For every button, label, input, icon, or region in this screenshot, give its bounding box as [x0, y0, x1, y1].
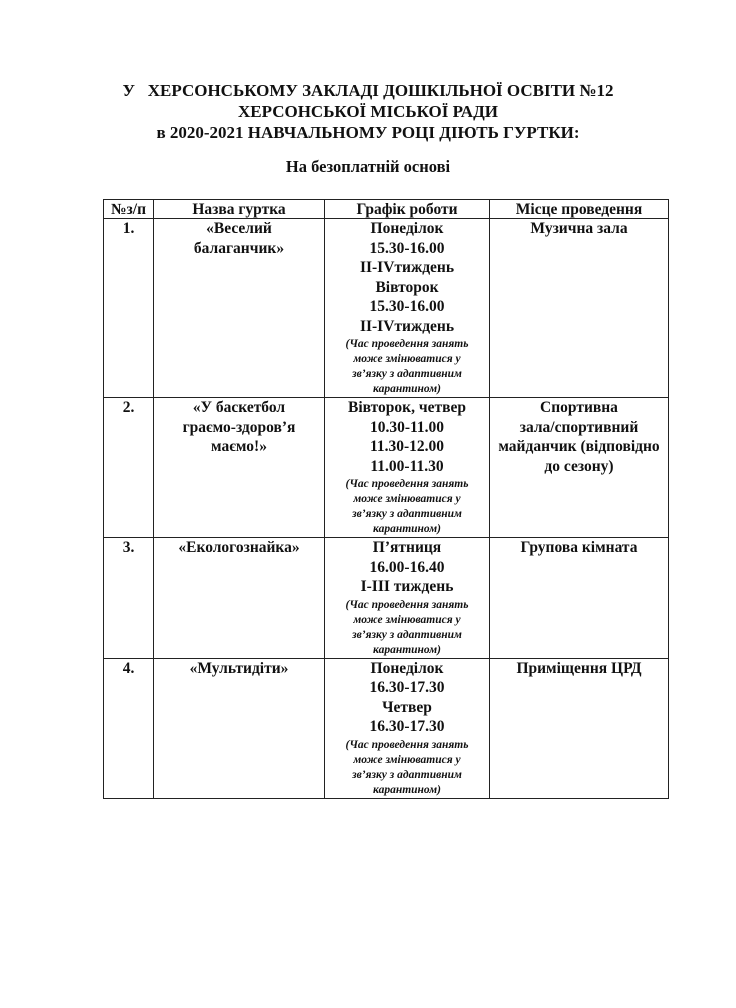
schedule-note: [328, 337, 486, 397]
club-name-line: «Екологознайка»: [178, 539, 300, 556]
column-header-schedule: Графік роботи: [325, 200, 490, 219]
table-row: [104, 219, 669, 398]
schedule-note: [328, 598, 486, 658]
note-line: (Час проведення занять: [345, 598, 469, 611]
schedule-line: Вівторок: [375, 278, 439, 296]
note-line: (Час проведення занять: [345, 338, 469, 350]
schedule-line: Четвер: [382, 698, 432, 716]
club-name: [154, 538, 325, 659]
schedule-line: 16.30-17.30: [369, 679, 445, 696]
place-line: зала/спортивний: [519, 418, 639, 436]
clubs-schedule-table: [103, 199, 669, 799]
note-line: карантином): [373, 523, 441, 535]
column-header-place: Місце проведення: [490, 200, 669, 219]
club-name-line: «У баскетбол: [192, 399, 286, 416]
column-header-name: Назва гуртка: [154, 200, 325, 219]
schedule-line: 16.30-17.30: [369, 718, 445, 735]
heading-line-1: У ХЕРСОНСЬКОМУ ЗАКЛАДІ ДОШКІЛЬНОЇ ОСВІТИ №12: [122, 81, 614, 100]
place-line: до сезону): [544, 457, 614, 475]
schedule-line: Понеділок: [370, 659, 444, 677]
schedule-line: 10.30-11.00: [369, 418, 445, 436]
club-schedule: [325, 219, 490, 398]
note-line: (Час проведення занять: [345, 478, 469, 490]
table-header-row: [104, 200, 669, 219]
schedule-line: І-ІІІ тиждень: [360, 578, 454, 595]
place-line: майданчик (відповідно: [498, 438, 660, 455]
schedule-line: 11.00-11.30: [370, 457, 444, 475]
schedule-line: 16.00-16.40: [369, 558, 445, 576]
note-line: може змінюватися у: [353, 753, 461, 766]
column-header-number: №з/п: [104, 200, 154, 219]
place-line: Групова кімната: [520, 539, 638, 556]
row-number: 2.: [104, 398, 154, 538]
note-line: карантином): [373, 783, 441, 796]
schedule-line: ІІ-ІVтиждень: [359, 259, 455, 276]
note-line: може змінюватися у: [353, 613, 461, 626]
schedule-line: П’ятниця: [372, 539, 442, 556]
club-name-line: граємо-здоров’я: [182, 418, 296, 436]
club-place: [490, 219, 669, 398]
club-name-line: балаганчик»: [193, 239, 285, 257]
schedule-line: 11.30-12.00: [369, 438, 445, 455]
club-place: [490, 658, 669, 798]
row-number: 4.: [104, 658, 154, 798]
schedule-line: Понеділок: [370, 220, 444, 237]
note-line: може змінюватися у: [353, 353, 461, 365]
place-line: Приміщення ЦРД: [516, 659, 642, 677]
note-line: зв’язку з адаптивним: [352, 368, 462, 380]
schedule-line: 15.30-16.00: [369, 298, 445, 315]
table-row: [104, 538, 669, 659]
schedule-note: [328, 477, 486, 537]
document-heading: [0, 80, 736, 143]
note-line: карантином): [373, 643, 441, 656]
note-line: карантином): [373, 383, 441, 395]
table-row: [104, 398, 669, 538]
club-schedule: [325, 658, 490, 798]
club-name-line: «Мультидіти»: [189, 659, 289, 677]
document-subtitle: На безоплатній основі: [285, 157, 451, 176]
club-name: [154, 398, 325, 538]
club-name: [154, 658, 325, 798]
schedule-line: Вівторок, четвер: [348, 399, 466, 416]
note-line: зв’язку з адаптивним: [352, 508, 462, 520]
note-line: може змінюватися у: [353, 493, 461, 505]
club-name-line: маємо!»: [211, 438, 267, 455]
table-row: [104, 658, 669, 798]
note-line: зв’язку з адаптивним: [352, 628, 462, 641]
club-name-line: «Веселий: [206, 220, 272, 237]
club-schedule: [325, 538, 490, 659]
heading-line-2: ХЕРСОНСЬКОЇ МІСЬКОЇ РАДИ: [237, 102, 498, 121]
row-number: 1.: [104, 219, 154, 398]
club-schedule: [325, 398, 490, 538]
schedule-note: [328, 738, 486, 798]
note-line: (Час проведення занять: [345, 738, 469, 751]
schedule-line: ІІ-ІVтиждень: [359, 317, 455, 335]
club-place: [490, 398, 669, 538]
club-name: [154, 219, 325, 398]
note-line: зв’язку з адаптивним: [352, 768, 462, 781]
place-line: Спортивна: [540, 399, 618, 416]
row-number: 3.: [104, 538, 154, 659]
heading-line-3: в 2020-2021 НАВЧАЛЬНОМУ РОЦІ ДІЮТЬ ГУРТКИ:: [156, 123, 580, 142]
schedule-line: 15.30-16.00: [369, 239, 445, 257]
club-place: [490, 538, 669, 659]
place-line: Музична зала: [530, 220, 628, 237]
